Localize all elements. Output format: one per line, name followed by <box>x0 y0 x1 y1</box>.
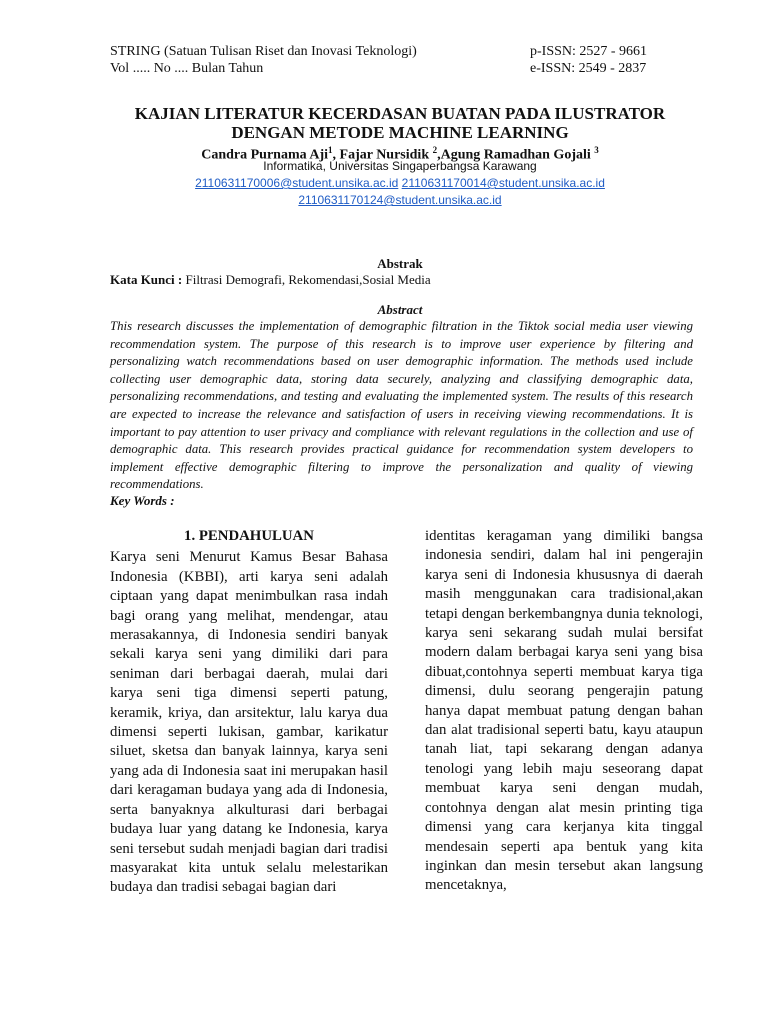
abstract-heading: Abstract <box>377 302 423 317</box>
author-name: Agung Ramadhan Gojali <box>440 147 595 163</box>
e-issn: e-ISSN: 2549 - 2837 <box>530 61 647 76</box>
title-line-2: DENGAN METODE MACHINE LEARNING <box>231 123 569 142</box>
paper-title <box>100 104 700 142</box>
author-affil-mark: 3 <box>594 145 599 155</box>
email-link[interactable]: 2110631170124@student.unsika.ac.id <box>298 193 502 207</box>
abstrak-heading: Abstrak <box>377 256 423 271</box>
affiliation: Informatika, Universitas Singaperbangsa Karawang <box>263 159 537 173</box>
body-paragraph: identitas keragaman yang dimiliki bangsa indonesia sendiri, dalam hal ini pengerajin karya seni di Indonesia khususnya di daerah masih menggunakan cara tradisional,akan tetapi dengan berkembangnya dunia teknologi, karya seni sekarang sudah mulai bersifat modern dalam berbagai karya seni yang bisa dibuat,contohnya seperti membuat karya tiga dimensi, dulu seorang pengerajin patung hanya dapat membuat patung dengan bahan dan alat tradisional seperti batu, kayu ataupun tanah liat, tapi sekarang dengan adanya tenologi yang lebih maju seseorang dapat membuat karya seni dengan mudah, contohnya dengan alat mesin printing tiga dimensi yang cara kerjanya kita tinggal mendesain seperti apa bentuk yang kita inginkan dan mesin tersebut akan langsung mencetaknya, <box>425 528 703 894</box>
author-affil-mark: 1 <box>328 145 333 155</box>
p-issn: p-ISSN: 2527 - 9661 <box>530 44 648 59</box>
kata-kunci-label: Kata Kunci : <box>110 272 183 287</box>
author-name: Fajar Nursidik <box>339 147 433 163</box>
abstract-body: This research discusses the implementation of demographic filtration in the Tiktok social media user viewing recommendation system. The purpose of this research is to improve user experience by filtering and personalizing watch recommendations based on user demographic information. The methods used include collecting user demographic data, storing data securely, analyzing and classifying demographic data, personalizing recommendations, and testing and evaluating the implemented system. The results of this research are expected to increase the relevance and satisfaction of users in receiving viewing recommendations. It is important to pay attention to user privacy and compliance with relevant regulations in the collection and use of demographic data. This research provides practical guidance for recommendation system developers to implement effective demographic filtering to improve the personalization and quality of viewing recommendations. <box>110 319 693 492</box>
author-emails <box>100 175 700 209</box>
kata-kunci <box>110 272 670 288</box>
key-words-label: Key Words : <box>110 493 175 508</box>
column-right <box>425 527 703 896</box>
kata-kunci-value: Filtrasi Demografi, Rekomendasi,Sosial Media <box>182 272 431 287</box>
section-heading: 1. PENDAHULUAN <box>184 528 314 544</box>
email-link[interactable]: 2110631170006@student.unsika.ac.id <box>195 176 399 190</box>
column-left <box>110 527 388 898</box>
title-line-1: KAJIAN LITERATUR KECERDASAN BUATAN PADA ILUSTRATOR <box>134 104 666 123</box>
volume-info: Vol ..... No .... Bulan Tahun <box>110 61 264 76</box>
author-separator: , <box>437 147 441 163</box>
journal-name: STRING (Satuan Tulisan Riset dan Inovasi Teknologi) <box>110 44 417 59</box>
email-link[interactable]: 2110631170014@student.unsika.ac.id <box>401 176 605 190</box>
author-separator: , <box>332 147 340 163</box>
body-paragraph: Karya seni Menurut Kamus Besar Bahasa Indonesia (KBBI), arti karya seni adalah ciptaan yang dapat menimbulkan rasa indah bagi orang yang melihat, mendengar, atau merasakannya, di Indonesia sendiri banyak sekali karya seni yang dimiliki dari para seniman dari berbagai daerah, mulai dari karya seni tiga dimensi seperti patung, keramik, kriya, dan arsitektur, lalu karya dua dimensi seperti lukisan, gambar, karikatur siluet, sketsa dan banyak lainnya, karya seni yang ada di Indonesia saat ini merupakan hasil dari keragaman budaya yang ada di Indonesia, serta banyaknya alkulturasi dari berbagai budaya luar yang datang ke Indonesia, karya seni tersebut sudah menjadi bagian dari tradisi masyarakat kita untuk selalu melestarikan budaya dan tradisi sebagai bagian dari <box>110 549 388 896</box>
journal-header <box>110 43 670 77</box>
author-affil-mark: 2 <box>432 145 438 155</box>
author-name: Candra Purnama Aji <box>201 147 329 163</box>
